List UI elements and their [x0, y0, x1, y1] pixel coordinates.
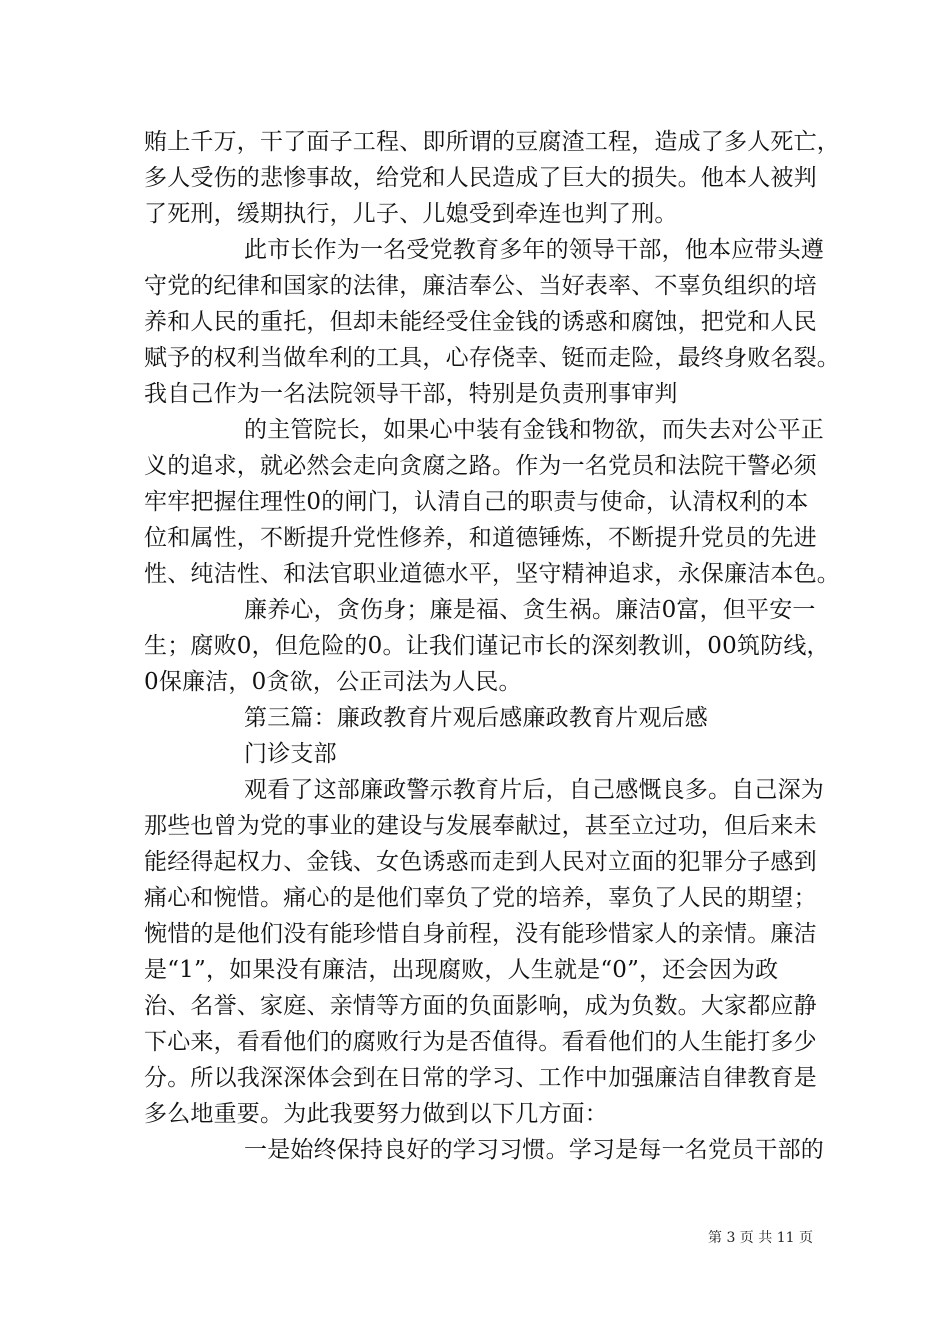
paragraph-start-line: 廉养心，贪伤身；廉是福、贪生祸。廉洁0富，但平安一 — [244, 597, 816, 623]
text-line: 守党的纪律和国家的法律，廉洁奉公、当好表率、不辜负组织的培 — [144, 273, 817, 299]
text-line: 分。所以我深深体会到在日常的学习、工作中加强廉洁自律教育是 — [144, 1065, 817, 1091]
text-line: 是“1”，如果没有廉洁，出现腐败，人生就是“0”，还会因为政 — [144, 957, 779, 983]
paragraph-start-line: 观看了这部廉政警示教育片后，自己感慨良多。自己深为 — [244, 777, 824, 803]
text-line: 义的追求，就必然会走向贪腐之路。作为一名党员和法院干警必须 — [144, 453, 817, 479]
text-line: 养和人民的重托，但却未能经受住金钱的诱惑和腐蚀，把党和人民 — [144, 309, 817, 335]
paragraph-start-line: 的主管院长，如果心中装有金钱和物欲，而失去对公平正 — [244, 417, 824, 443]
text-line: 牢牢把握住理性0的闸门，认清自己的职责与使命，认清权利的本 — [144, 489, 809, 515]
text-line: 能经得起权力、金钱、女色诱惑而走到人民对立面的犯罪分子感到 — [144, 849, 817, 875]
text-line: 治、名誉、家庭、亲情等方面的负面影响，成为负数。大家都应静 — [144, 993, 817, 1019]
text-line: 贿上千万，干了面子工程、即所谓的豆腐渣工程，造成了多人死亡， — [144, 129, 840, 155]
text-line: 赋予的权利当做牟利的工具，心存侥幸、铤而走险，最终身败名裂。 — [144, 345, 840, 371]
text-line: 那些也曾为党的事业的建设与发展奉献过，甚至立过功，但后来未 — [144, 813, 817, 839]
text-line: 痛心和惋惜。痛心的是他们辜负了党的培养，辜负了人民的期望； — [144, 885, 817, 911]
section-subheading: 门诊支部 — [244, 741, 337, 767]
text-line: 多么地重要。为此我要努力做到以下几方面： — [144, 1101, 608, 1127]
section-heading: 第三篇：廉政教育片观后感廉政教育片观后感 — [244, 705, 708, 731]
text-line: 了死刑，缓期执行，儿子、儿媳受到牵连也判了刑。 — [144, 201, 678, 227]
text-line: 下心来，看看他们的腐败行为是否值得。看看他们的人生能打多少 — [144, 1029, 817, 1055]
text-line: 多人受伤的悲惨事故，给党和人民造成了巨大的损失。他本人被判 — [144, 165, 817, 191]
text-line: 位和属性，不断提升党性修养，和道德锤炼，不断提升党员的先进 — [144, 525, 817, 551]
text-line: 生；腐败0，但危险的0。让我们谨记市长的深刻教训，00筑防线， — [144, 633, 830, 659]
page-number-footer: 第 3 页 共 11 页 — [708, 1230, 813, 1246]
paragraph-start-line: 此市长作为一名受党教育多年的领导干部，他本应带头遵 — [244, 237, 824, 263]
text-line: 惋惜的是他们没有能珍惜自身前程，没有能珍惜家人的亲情。廉洁 — [144, 921, 817, 947]
text-line: 0保廉洁，0贪欲，公正司法为人民。 — [144, 669, 522, 695]
text-line: 我自己作为一名法院领导干部，特别是负责刑事审判 — [144, 381, 678, 407]
paragraph-start-line: 一是始终保持良好的学习习惯。学习是每一名党员干部的 — [244, 1137, 824, 1163]
text-line: 性、纯洁性、和法官职业道德水平，坚守精神追求，永保廉洁本色。 — [144, 561, 840, 587]
